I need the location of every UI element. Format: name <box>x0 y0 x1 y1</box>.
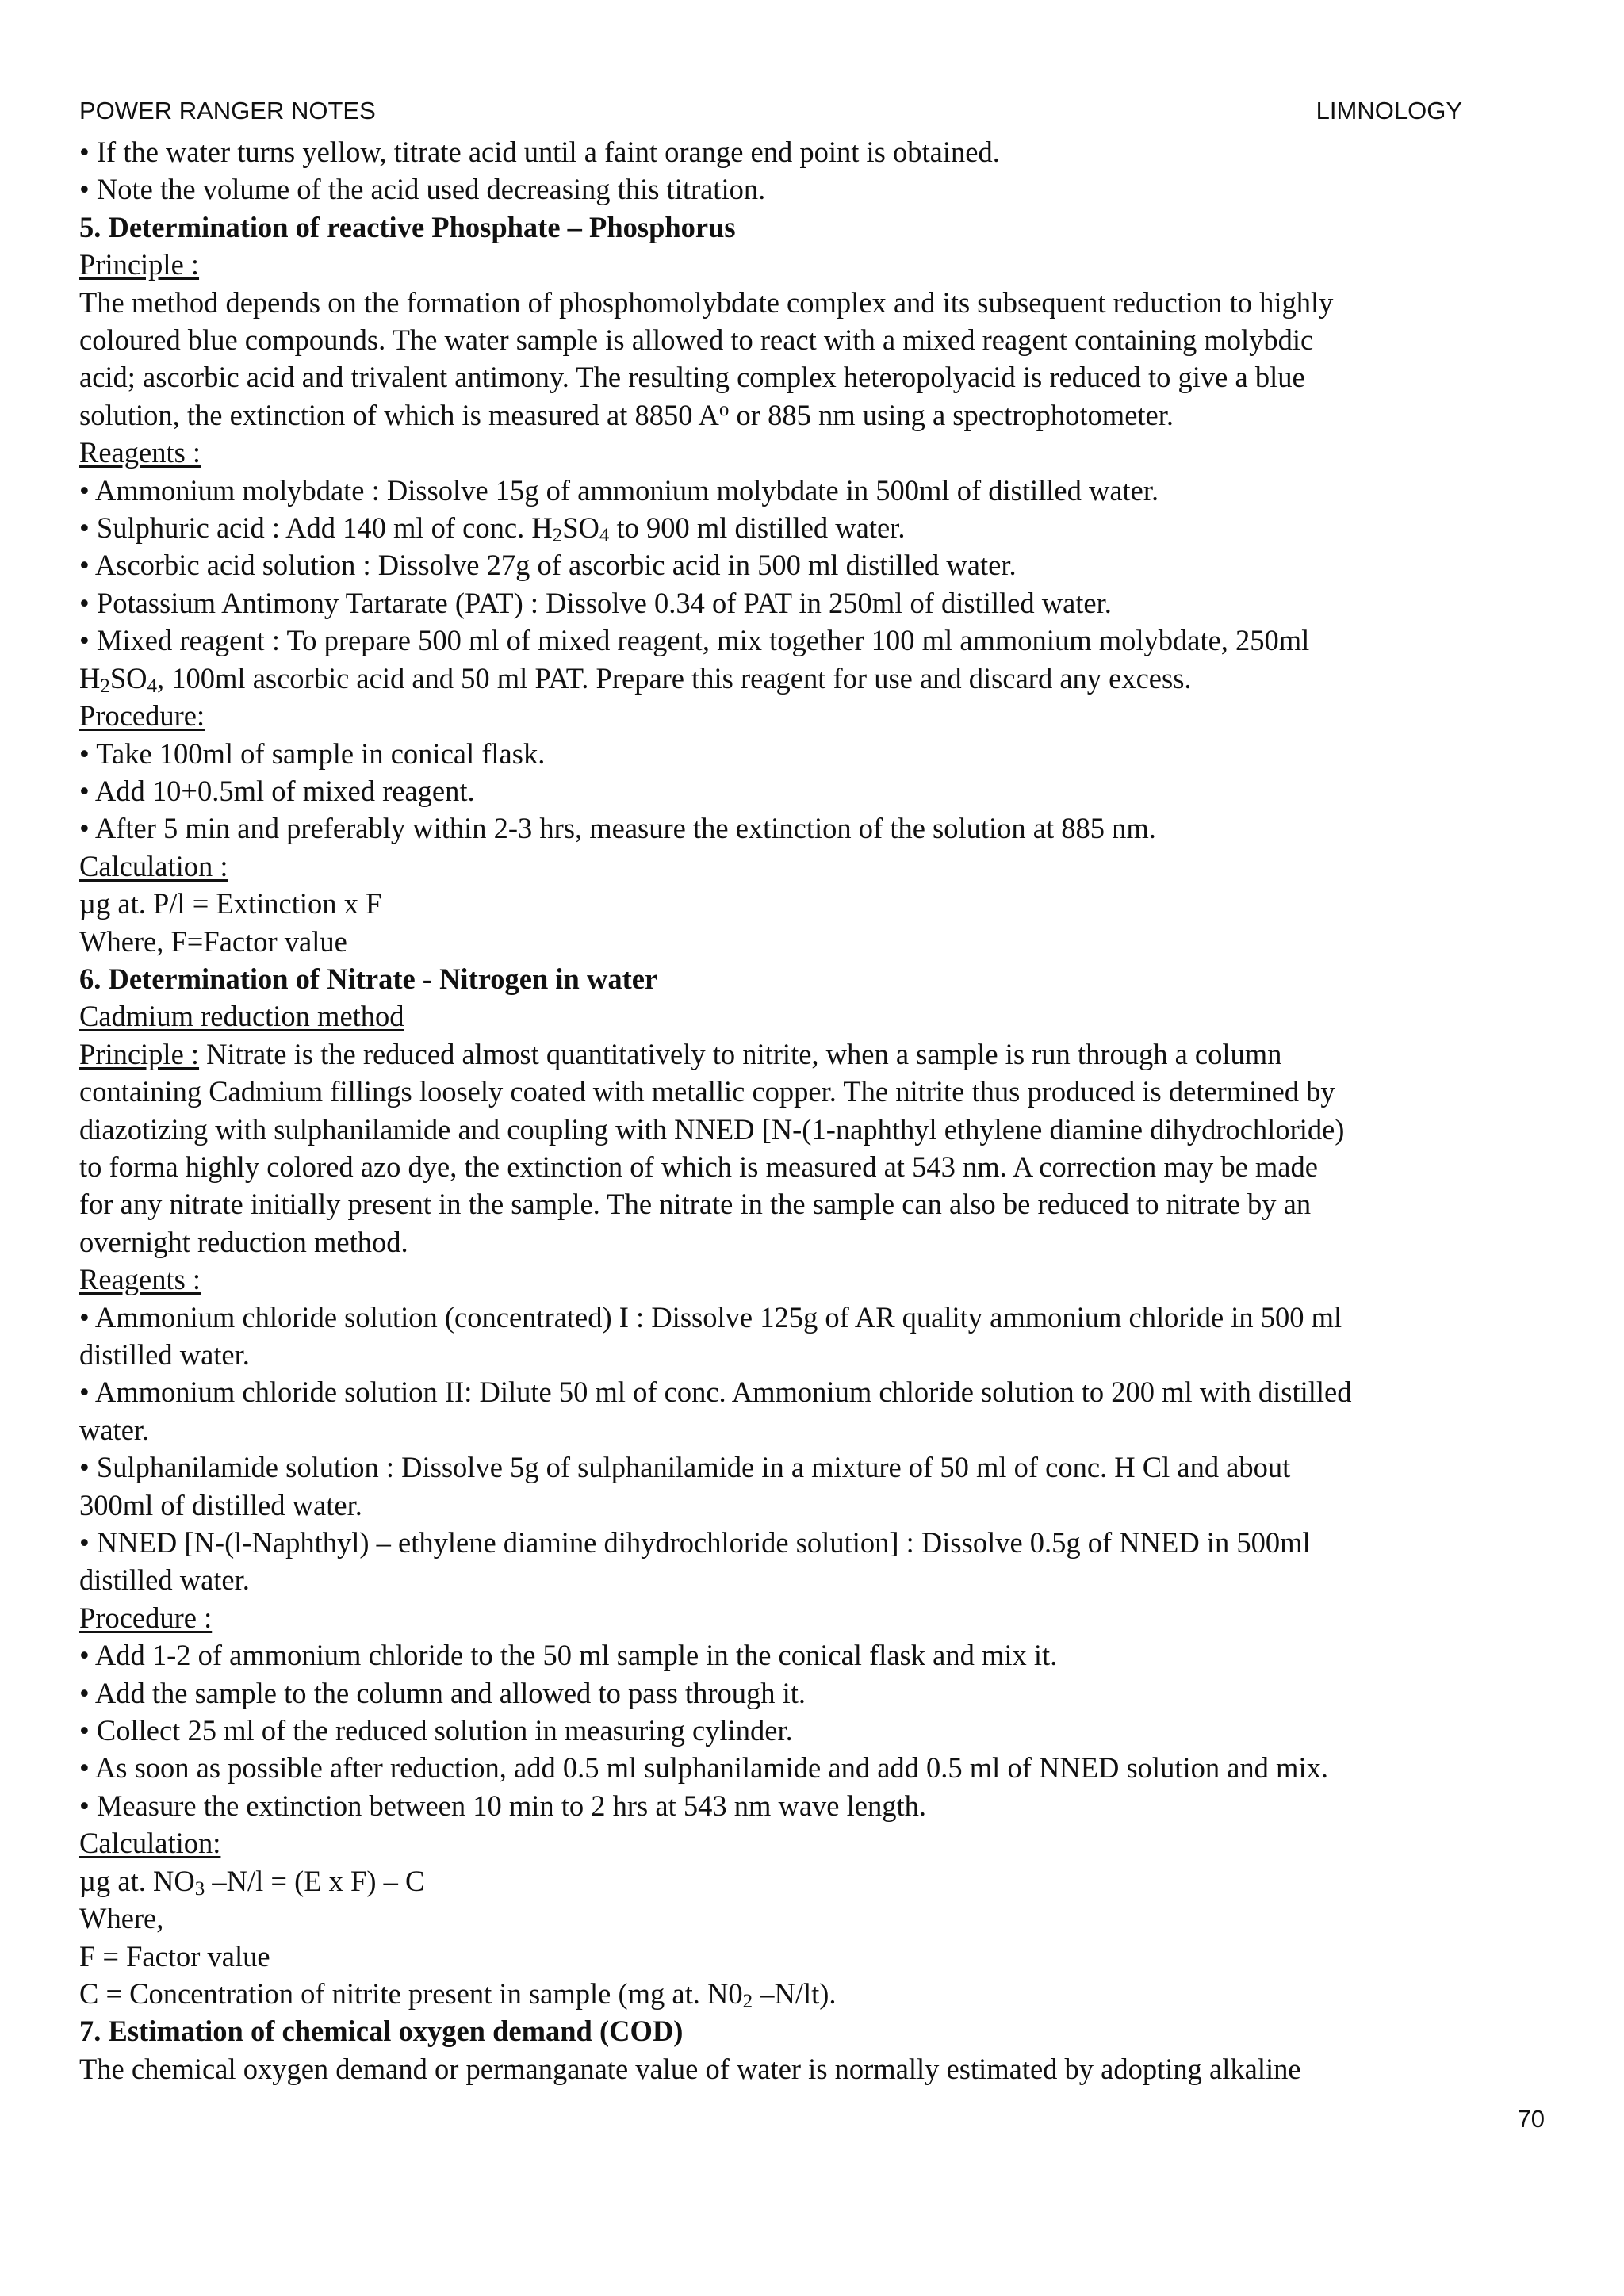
paragraph-line: for any nitrate initially present in the sample. The nitrate in the sample can also be reduced to nitrate by an <box>79 1188 1312 1221</box>
paragraph-line: diazotizing with sulphanilamide and coupling with NNED [N-(1-naphthyl ethylene diamine dihydrochloride) <box>79 1112 1345 1146</box>
page-number: 70 <box>1517 2105 1545 2133</box>
paragraph-line: solution, the extinction of which is measured at 8850 $A^o$ or 885 nm using a spectrophotometer. <box>79 398 1174 431</box>
subheading-procedure: Procedure : <box>79 1601 213 1634</box>
subheading-principle: Principle : <box>79 248 200 281</box>
paragraph-line: Principle : Nitrate is the reduced almost quantitatively to nitrite, when a sample is run through a column <box>79 1037 1282 1070</box>
paragraph-line: Where, F=Factor value <box>79 924 347 958</box>
paragraph-line: The chemical oxygen demand or permanganate value of water is normally estimated by adopting alkaline <box>79 2052 1301 2085</box>
header-right-title: LIMNOLOGY <box>1316 97 1462 124</box>
page-body <box>79 133 1546 2087</box>
subheading-reagents: Reagents : <box>79 1263 201 1296</box>
paragraph-line: acid; ascorbic acid and trivalent antimony. The resulting complex heteropolyacid is reduced to give a blue <box>79 361 1305 394</box>
bullet-line: • Measure the extinction between 10 min to 2 hrs at 543 nm wave length. <box>79 1789 926 1822</box>
section-heading-nitrate: 6. Determination of Nitrate - Nitrogen in water <box>79 962 658 995</box>
bullet-line: • If the water turns yellow, titrate acid until a faint orange end point is obtained. <box>79 136 1000 168</box>
header-left-title: POWER RANGER NOTES <box>79 97 376 124</box>
bullet-line: • Ascorbic acid solution : Dissolve 27g of ascorbic acid in 500 ml distilled water. <box>79 549 1017 582</box>
subheading-method: Cadmium reduction method <box>79 1000 404 1033</box>
formula-line: µg at. P/l = Extinction x F <box>79 887 382 920</box>
paragraph-line: containing Cadmium fillings loosely coated with metallic copper. The nitrite thus produced is determined by <box>79 1075 1335 1108</box>
paragraph-line: The method depends on the formation of phosphomolybdate complex and its subsequent reduction to highly <box>79 285 1334 319</box>
bullet-line: • Add 1-2 of ammonium chloride to the 50 ml sample in the conical flask and mix it. <box>79 1639 1058 1672</box>
section-heading-cod: 7. Estimation of chemical oxygen demand (COD) <box>79 2015 684 2048</box>
section-heading-phosphate: 5. Determination of reactive Phosphate – Phosphorus <box>79 210 736 243</box>
paragraph-line: $H_2SO_4$, 100ml ascorbic acid and 50 ml PAT. Prepare this reagent for use and discard any excess. <box>79 661 1192 697</box>
subheading-procedure: Procedure: <box>79 699 205 733</box>
formula-line: µg at. $NO_3$ –N/l = (E x F) – C <box>79 1864 425 1900</box>
paragraph-line: to forma highly colored azo dye, the extinction of which is measured at 543 nm. A correction may be made <box>79 1150 1318 1183</box>
bullet-line: • Potassium Antimony Tartarate (PAT) : Dissolve 0.34 of PAT in 250ml of distilled water. <box>79 586 1112 619</box>
subheading-reagents: Reagents : <box>79 436 201 469</box>
paragraph-line: overnight reduction method. <box>79 1225 408 1258</box>
bullet-line: • Collect 25 ml of the reduced solution in measuring cylinder. <box>79 1714 793 1747</box>
bullet-line: • Ammonium molybdate : Dissolve 15g of ammonium molybdate in 500ml of distilled water. <box>79 473 1159 507</box>
paragraph-line: Where, <box>79 1902 164 1935</box>
paragraph-line: coloured blue compounds. The water sample is allowed to react with a mixed reagent containing molybdic <box>79 323 1314 357</box>
subheading-calculation: Calculation : <box>79 849 228 882</box>
bullet-line: • Sulphanilamide solution : Dissolve 5g of sulphanilamide in a mixture of 50 ml of conc. H Cl and about <box>79 1451 1291 1484</box>
bullet-line: • Add the sample to the column and allowed to pass through it. <box>79 1676 806 1709</box>
bullet-line: • Add 10+0.5ml of mixed reagent. <box>79 774 475 807</box>
paragraph-line: 300ml of distilled water. <box>79 1488 362 1521</box>
bullet-line: • NNED [N-(l-Naphthyl) – ethylene diamine dihydrochloride solution] : Dissolve 0.5g of NNED in 500ml <box>79 1526 1311 1559</box>
bullet-line: • Ammonium chloride solution II: Dilute 50 ml of conc. Ammonium chloride solution to 200 ml with distilled <box>79 1376 1352 1409</box>
bullet-line: • Take 100ml of sample in conical flask. <box>79 737 546 770</box>
subheading-calculation: Calculation: <box>79 1827 221 1860</box>
bullet-line: • As soon as possible after reduction, add 0.5 ml sulphanilamide and add 0.5 ml of NNED solution and mix. <box>79 1751 1328 1785</box>
bullet-line: • After 5 min and preferably within 2-3 hrs, measure the extinction of the solution at 885 nm. <box>79 812 1156 845</box>
bullet-line: • Ammonium chloride solution (concentrated) I : Dissolve 125g of AR quality ammonium chloride in 500 ml <box>79 1300 1342 1334</box>
bullet-line: • Note the volume of the acid used decreasing this titration. <box>79 173 766 206</box>
paragraph-line: distilled water. <box>79 1563 250 1597</box>
paragraph-line: C = Concentration of nitrite present in sample (mg at. $N0_2$ –N/lt). <box>79 1976 837 2012</box>
paragraph-line: water. <box>79 1413 150 1446</box>
paragraph-line: F = Factor value <box>79 1939 270 1973</box>
paragraph-line: distilled water. <box>79 1338 250 1371</box>
bullet-line: • Mixed reagent : To prepare 500 ml of mixed reagent, mix together 100 ml ammonium molybdate, 250ml <box>79 624 1310 657</box>
bullet-line: • Sulphuric acid : Add 140 ml of conc. $H_2SO_4$ to 900 ml distilled water. <box>79 511 906 547</box>
